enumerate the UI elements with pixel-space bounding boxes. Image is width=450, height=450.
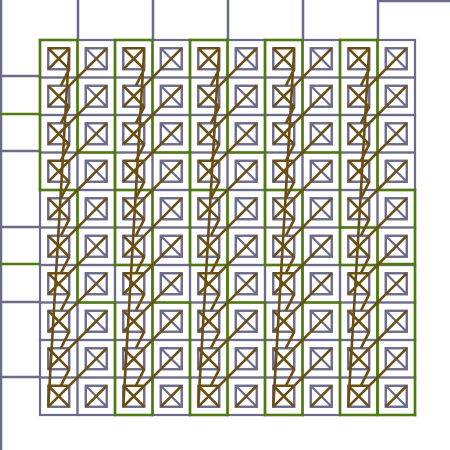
route-cross bbox=[48, 273, 69, 294]
route-cross bbox=[348, 311, 369, 332]
route-cross bbox=[198, 161, 219, 182]
route-cross bbox=[273, 161, 294, 182]
route-cross bbox=[48, 123, 69, 144]
route-cross bbox=[198, 311, 219, 332]
route-cross bbox=[123, 161, 144, 182]
route-cross bbox=[348, 48, 369, 69]
route-cross bbox=[198, 48, 219, 69]
route-cross bbox=[198, 386, 219, 407]
route-cross bbox=[198, 273, 219, 294]
route-cross bbox=[273, 311, 294, 332]
route-cross bbox=[123, 273, 144, 294]
route-cross bbox=[273, 386, 294, 407]
route-cross bbox=[348, 123, 369, 144]
route-cross bbox=[273, 273, 294, 294]
route-cross bbox=[48, 311, 69, 332]
route-cross bbox=[123, 386, 144, 407]
route-cross bbox=[123, 48, 144, 69]
route-cross bbox=[348, 273, 369, 294]
route-cross bbox=[48, 161, 69, 182]
route-cross bbox=[123, 123, 144, 144]
route-cross bbox=[48, 386, 69, 407]
route-cross bbox=[273, 48, 294, 69]
route-cross bbox=[348, 386, 369, 407]
route-cross bbox=[273, 123, 294, 144]
route-cross bbox=[198, 123, 219, 144]
route-cross bbox=[348, 161, 369, 182]
route-cross bbox=[123, 311, 144, 332]
route-cross bbox=[48, 48, 69, 69]
